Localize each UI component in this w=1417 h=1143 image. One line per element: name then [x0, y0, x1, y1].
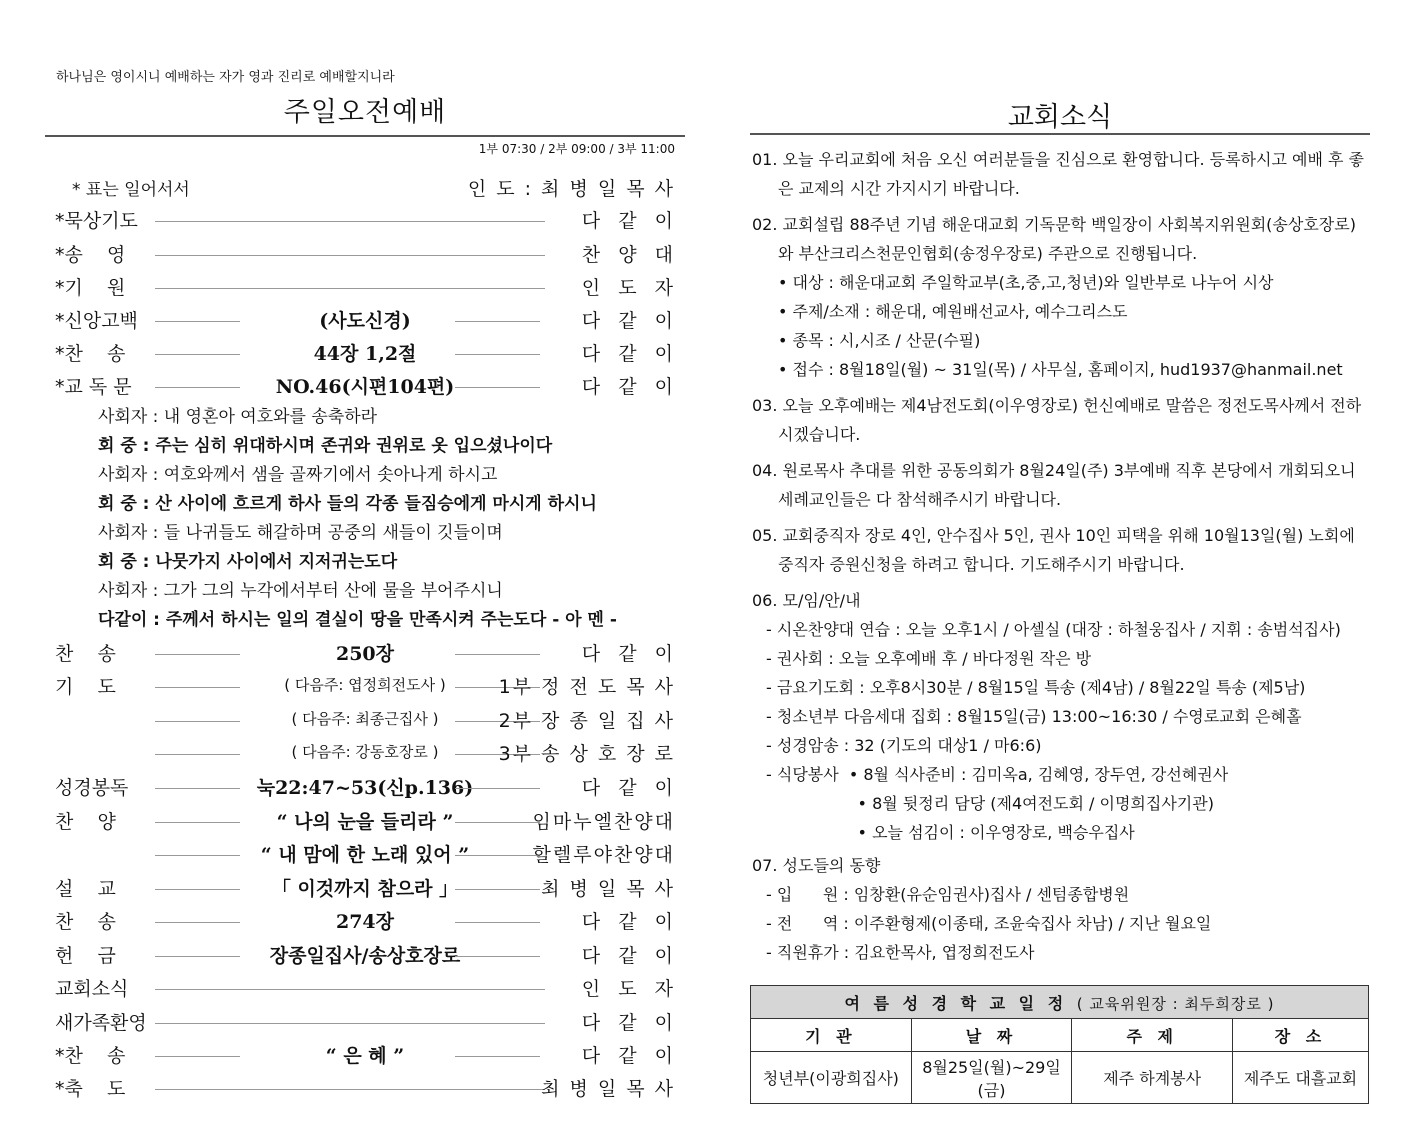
leader-line — [155, 822, 240, 823]
meeting-item: - 성경암송 : 32 (기도의 대상1 / 마6:6) — [766, 736, 1042, 755]
service-order-leader: 다 같 이 — [581, 1045, 675, 1067]
reading-line: 사회자 : 여호와께서 샘을 골짜기에서 솟아나게 하시고 — [98, 465, 498, 485]
leader-line — [155, 788, 240, 789]
leader-line — [155, 255, 545, 256]
service-order-label: 성경봉독 — [55, 777, 129, 799]
news-list — [752, 145, 1367, 967]
leader-line — [155, 721, 240, 722]
column-header: 날 짜 — [911, 1019, 1072, 1052]
service-order-label: 교회소식 — [55, 978, 129, 1000]
leader-line — [455, 855, 540, 856]
service-order-label: 설 교 — [55, 878, 116, 900]
service-order-row — [45, 840, 685, 870]
service-order-detail: 250장 — [335, 643, 394, 665]
service-order-detail: 장종일집사/송상호장로 — [269, 945, 461, 967]
service-order-leader: 찬 양 대 — [581, 244, 675, 266]
table-cell: 청년부(이광희집사) — [751, 1052, 912, 1104]
news-02-item: • 주제/소재 : 해운대, 예원배선교사, 예수그리스도 — [778, 302, 1128, 321]
service-order-leader: 다 같 이 — [581, 210, 675, 232]
service-order-row — [45, 807, 685, 837]
meeting-item: - 시온찬양대 연습 : 오늘 오후1시 / 아셀실 (대장 : 하철웅집사 / 지휘 : 송범석집사) — [766, 620, 1341, 639]
meeting-item: - 식당봉사 • 8월 식사준비 : 김미옥a, 김혜영, 장두연, 강선혜권사 — [766, 765, 1229, 784]
service-order-label: 새가족환영 — [55, 1012, 147, 1034]
leader-line — [155, 654, 240, 655]
service-order-detail: “ 내 맘에 한 노래 있어 ” — [260, 844, 470, 866]
service-order-row — [45, 672, 685, 702]
service-order-detail: 눅22:47~53(신p.136) — [256, 777, 474, 799]
reading-line: 다같이 : 주께서 하시는 일의 결실이 땅을 만족시켜 주는도다 - 아 멘 - — [98, 610, 617, 630]
leader-line — [155, 354, 240, 355]
meeting-item: - 권사회 : 오늘 오후예배 후 / 바다정원 작은 방 — [766, 649, 1092, 668]
service-order-leader: 다 같 이 — [581, 343, 675, 365]
news-02-item: • 종목 : 시,시조 / 산문(수필) — [778, 331, 981, 350]
service-order-label: 찬 송 — [55, 643, 116, 665]
service-order-label: *신앙고백 — [55, 310, 138, 332]
service-order-row — [45, 706, 685, 736]
service-order-label: *찬 송 — [55, 1045, 126, 1067]
service-order-row — [45, 1074, 685, 1104]
leader-line — [455, 889, 540, 890]
service-order-detail: ( 다음주: 강동호장로 ) — [291, 743, 439, 761]
news-divider — [750, 133, 1370, 135]
member-news-item: - 직원휴가 : 김요한목사, 엽정희전도사 — [766, 943, 1035, 962]
reading-line: 사회자 : 그가 그의 누각에서부터 산에 물을 부어주시니 — [98, 581, 503, 601]
service-order-row — [45, 306, 685, 336]
service-order-label: *교 독 문 — [55, 376, 132, 398]
service-order-label: 기 도 — [55, 676, 116, 698]
member-news-item: - 입 원 : 임창환(유순임권사)집사 / 센텀종합병원 — [766, 885, 1130, 904]
leader-line — [455, 387, 540, 388]
reading-line: 사회자 : 내 영혼아 여호와를 송축하라 — [98, 407, 378, 427]
schedule-title: 여 름 성 경 학 교 일 정 — [844, 993, 1068, 1013]
service-order-row — [45, 339, 685, 369]
leader-line — [155, 956, 240, 957]
leader-line — [455, 788, 540, 789]
meeting-item: - 청소년부 다음세대 집회 : 8월15일(금) 13:00~16:30 / 수영로교회 은혜홀 — [766, 707, 1302, 726]
schedule-note: ( 교육위원장 : 최두희장로 ) — [1076, 994, 1275, 1013]
leader-line — [455, 822, 540, 823]
service-order-label: *묵상기도 — [55, 210, 138, 232]
leader-line — [155, 1056, 240, 1057]
leader-line — [455, 956, 540, 957]
member-news-item: - 전 역 : 이주환형제(이종태, 조윤숙집사 차남) / 지난 월요일 — [766, 914, 1212, 933]
leader-line — [155, 221, 545, 222]
reading-line: 회 중 : 주는 심히 위대하시며 존귀와 권위로 옷 입으셨나이다 — [98, 436, 553, 456]
reading-line: 회 중 : 산 사이에 흐르게 하사 들의 각종 들짐승에게 마시게 하시니 — [98, 494, 597, 514]
service-order-leader: 최 병 일 목 사 — [541, 1078, 675, 1100]
news-title: 교회소식 — [1007, 102, 1113, 133]
worship-title: 주일오전예배 — [283, 97, 447, 128]
news-item-03: 03. 오늘 오후예배는 제4남전도회(이우영장로) 헌신예배로 말씀은 정전도목사께서 전하시겠습니다. — [752, 396, 1362, 444]
service-order-leader: 2부 장 종 일 집 사 — [498, 710, 675, 732]
news-item-06: 06. 모/임/안/내 — [752, 591, 861, 610]
leader-line — [455, 321, 540, 322]
leader-line — [155, 754, 240, 755]
news-item-07: 07. 성도들의 동향 — [752, 856, 881, 875]
service-order-row — [45, 974, 685, 1004]
table-cell: 제주도 대흘교회 — [1233, 1052, 1369, 1104]
service-order-detail: “ 나의 눈을 들리라 ” — [276, 811, 454, 833]
service-order-detail: NO.46(시편104편) — [275, 376, 455, 398]
service-order-row — [45, 1041, 685, 1071]
service-order-leader: 인 도 자 — [581, 978, 675, 1000]
service-order-label: 헌 금 — [55, 945, 116, 967]
leader-label: 인 도 : 최 병 일 목 사 — [467, 178, 675, 200]
leader-line — [455, 1056, 540, 1057]
service-order-row — [45, 273, 685, 303]
leader-line — [455, 922, 540, 923]
service-order-row — [45, 941, 685, 971]
news-item-04: 04. 원로목사 추대를 위한 공동의회가 8월24일(주) 3부예배 직후 본당에서 개회되오니 세례교인들은 다 참석해주시기 바랍니다. — [752, 461, 1356, 509]
leader-line — [455, 654, 540, 655]
leader-line — [155, 922, 240, 923]
leader-line — [155, 1089, 545, 1090]
service-order-leader: 다 같 이 — [581, 310, 675, 332]
reading-line: 사회자 : 들 나귀들도 해갈하며 공중의 새들이 깃들이며 — [98, 523, 503, 543]
service-order-row — [45, 907, 685, 937]
service-order-row — [45, 639, 685, 669]
service-order-row — [45, 874, 685, 904]
service-order-leader: 다 같 이 — [581, 1012, 675, 1034]
service-order-detail: (사도신경) — [319, 310, 411, 332]
service-order-row — [45, 773, 685, 803]
news-item-01: 01. 오늘 우리교회에 처음 오신 여러분들을 진심으로 환영합니다. 등록하시고 예배 후 좋은 교제의 시간 가지시기 바랍니다. — [752, 150, 1364, 198]
service-order-detail: 44장 1,2절 — [313, 343, 417, 365]
service-order-detail: ( 다음주: 최종근집사 ) — [291, 710, 439, 728]
leader-line — [155, 321, 240, 322]
service-order-detail: 「 이것까지 참으라 」 — [271, 878, 459, 900]
service-order-label: *기 원 — [55, 277, 126, 299]
service-order-leader: 임마누엘찬양대 — [532, 811, 675, 833]
column-header: 주 제 — [1072, 1019, 1233, 1052]
service-order-leader: 최 병 일 목 사 — [541, 878, 675, 900]
reading-line: 회 중 : 나뭇가지 사이에서 지저귀는도다 — [98, 552, 398, 572]
service-order-row — [45, 206, 685, 236]
meeting-item: - 금요기도회 : 오후8시30분 / 8월15일 특송 (제4남) / 8월22일 특송 (제5남) — [766, 678, 1306, 697]
bible-school-schedule-table — [750, 985, 1369, 1104]
service-order-leader: 다 같 이 — [581, 945, 675, 967]
leader-line — [155, 989, 545, 990]
table-row — [751, 1052, 1369, 1104]
table-cell: 8월25일(월)~29일(금) — [911, 1052, 1072, 1104]
meeting-item: • 8월 뒷정리 담당 (제4여전도회 / 이명희집사기관) — [766, 794, 1214, 813]
leader-line — [155, 889, 240, 890]
column-header: 장 소 — [1233, 1019, 1369, 1052]
service-order-label: *찬 송 — [55, 343, 126, 365]
service-order-leader: 인 도 자 — [581, 277, 675, 299]
table-cell: 제주 하계봉사 — [1072, 1052, 1233, 1104]
service-order-row — [45, 372, 685, 402]
news-02-item: • 접수 : 8월18일(월) ~ 31일(목) / 사무실, 홈페이지, hud1937@hanmail.net — [778, 360, 1343, 379]
news-02-item: • 대상 : 해운대교회 주일학교부(초,중,고,청년)와 일반부로 나누어 시상 — [778, 273, 1274, 292]
service-order-detail: ( 다음주: 엽정희전도사 ) — [284, 676, 446, 694]
leader-line — [155, 288, 545, 289]
service-order-label: 찬 송 — [55, 911, 116, 933]
service-order-leader: 다 같 이 — [581, 643, 675, 665]
news-item-05: 05. 교회중직자 장로 4인, 안수집사 5인, 권사 10인 피택을 위해 10월13일(월) 노회에 중직자 증원신청을 하려고 합니다. 기도해주시기 바랍니다. — [752, 526, 1355, 574]
leader-line — [155, 687, 240, 688]
service-order-label: 찬 양 — [55, 811, 116, 833]
service-order-row — [45, 240, 685, 270]
service-order-leader: 1부 정 전 도 목 사 — [498, 676, 675, 698]
service-order-row — [45, 739, 685, 769]
service-order-label: *축 도 — [55, 1078, 126, 1100]
leader-line — [155, 387, 240, 388]
meeting-item: • 오늘 섬김이 : 이우영장로, 백승우집사 — [766, 823, 1135, 842]
leader-line — [155, 855, 240, 856]
column-header: 기 관 — [751, 1019, 912, 1052]
leader-line — [455, 354, 540, 355]
service-order-detail: “ 은 혜 ” — [325, 1045, 405, 1067]
service-order-label: *송 영 — [55, 244, 126, 266]
stand-note: * 표는 일어서서 — [72, 180, 190, 200]
service-times: 1부 07:30 / 2부 09:00 / 3부 11:00 — [478, 142, 675, 156]
leader-line — [155, 1023, 545, 1024]
service-order-leader: 다 같 이 — [581, 777, 675, 799]
service-order-row — [45, 1008, 685, 1038]
service-order-leader: 다 같 이 — [581, 376, 675, 398]
title-divider — [45, 135, 685, 137]
service-order-detail: 274장 — [335, 911, 394, 933]
service-order-leader: 할렐루야찬양대 — [532, 844, 675, 866]
news-item-02: 02. 교회설립 88주년 기념 해운대교회 기독문학 백일장이 사회복지위원회(송상호장로)와 부산크리스천문인협회(송정우장로) 주관으로 진행됩니다. — [752, 215, 1356, 263]
scripture-verse: 하나님은 영이시니 예배하는 자가 영과 진리로 예배할지니라 — [56, 70, 395, 85]
service-order-leader: 3부 송 상 호 장 로 — [498, 743, 675, 765]
schedule-title-cell — [751, 986, 1369, 1019]
service-order-leader: 다 같 이 — [581, 911, 675, 933]
